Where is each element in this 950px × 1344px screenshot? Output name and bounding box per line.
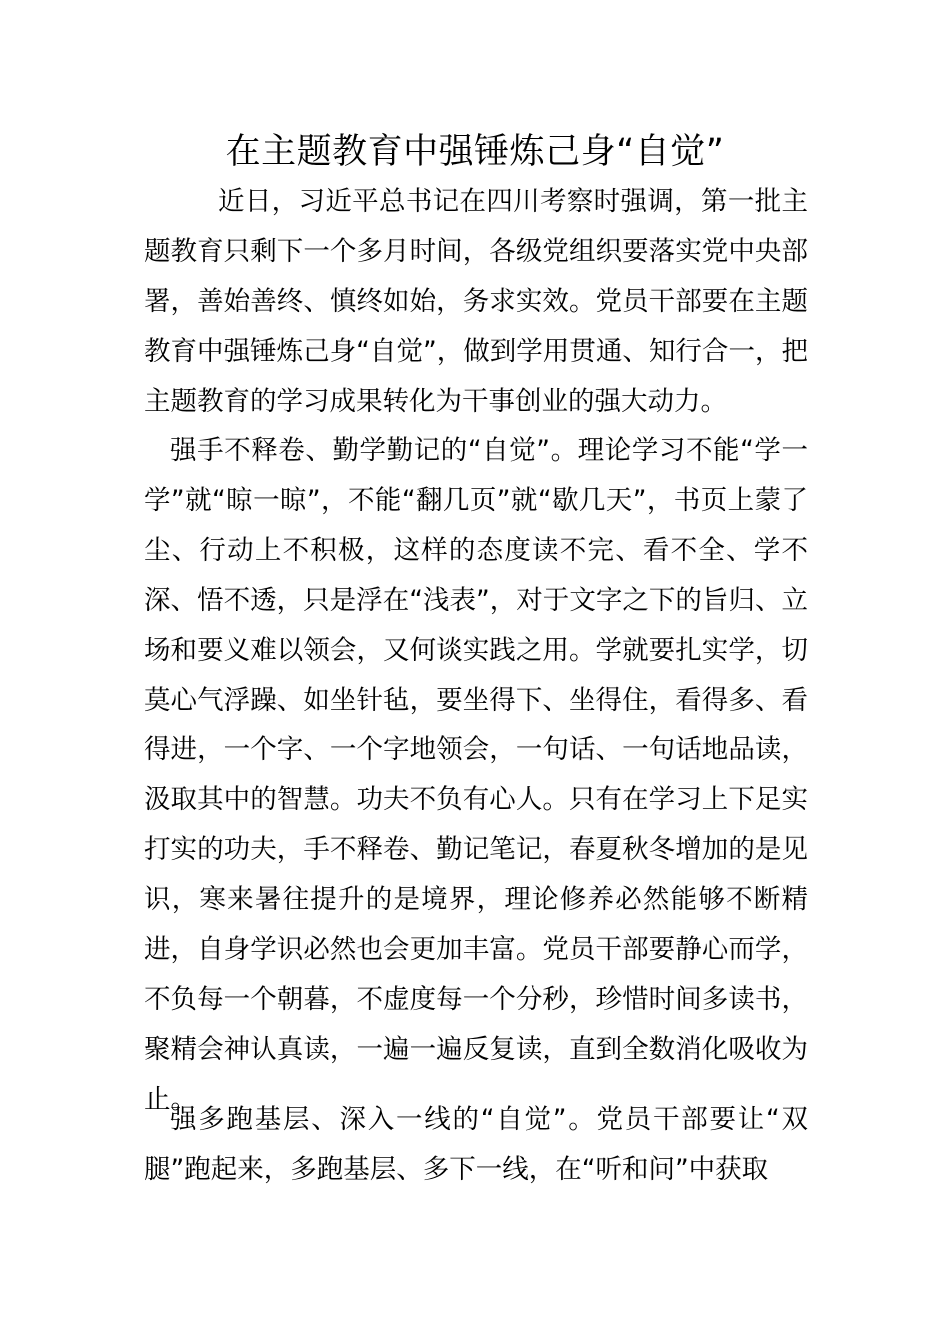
document-title: 在主题教育中强锤炼己身“自觉” (225, 132, 725, 172)
paragraph-grassroots: 强多跑基层、深入一线的“自觉”。党员干部要让“双腿”跑起来，多跑基层、多下一线，在“听和问”中获取 (144, 1104, 808, 1185)
paragraph-intro: 近日，习近平总书记在四川考察时强调，第一批主题教育只剩下一个多月时间，各级党组织要落实党中央部署，善始善终、慎终如始，务求实效。党员干部要在主题教育中强锤炼己身“自觉”，做到学用贯通、知行合一，把主题教育的学习成果转化为干事创业的强大动力。 (144, 186, 808, 417)
paragraph-study: 强手不释卷、勤学勤记的“自觉”。理论学习不能“学一学”就“晾一晾”，不能“翻几页”就“歇几天”，书页上蒙了尘、行动上不积极，这样的态度读不完、看不全、学不深、悟不透，只是浮在“浅表”，对于文字之下的旨归、立场和要义难以领会，又何谈实践之用。学就要扎实学，切莫心气浮躁、如坐针毡，要坐得下、坐得住，看得多、看得进，一个字、一个字地领会，一句话、一句话地品读，汲取其中的智慧。功夫不负有心人。只有在学习上下足实打实的功夫，手不释卷、勤记笔记，春夏秋冬增加的是见识，寒来暑往提升的是境界，理论修养必然能够不断精进，自身学识必然也会更加丰富。党员干部要静心而学，不负每一个朝暮，不虚度每一个分秒，珍惜时间多读书，聚精会神认真读，一遍一遍反复读，直到全数消化吸收为止。 (144, 435, 808, 1115)
